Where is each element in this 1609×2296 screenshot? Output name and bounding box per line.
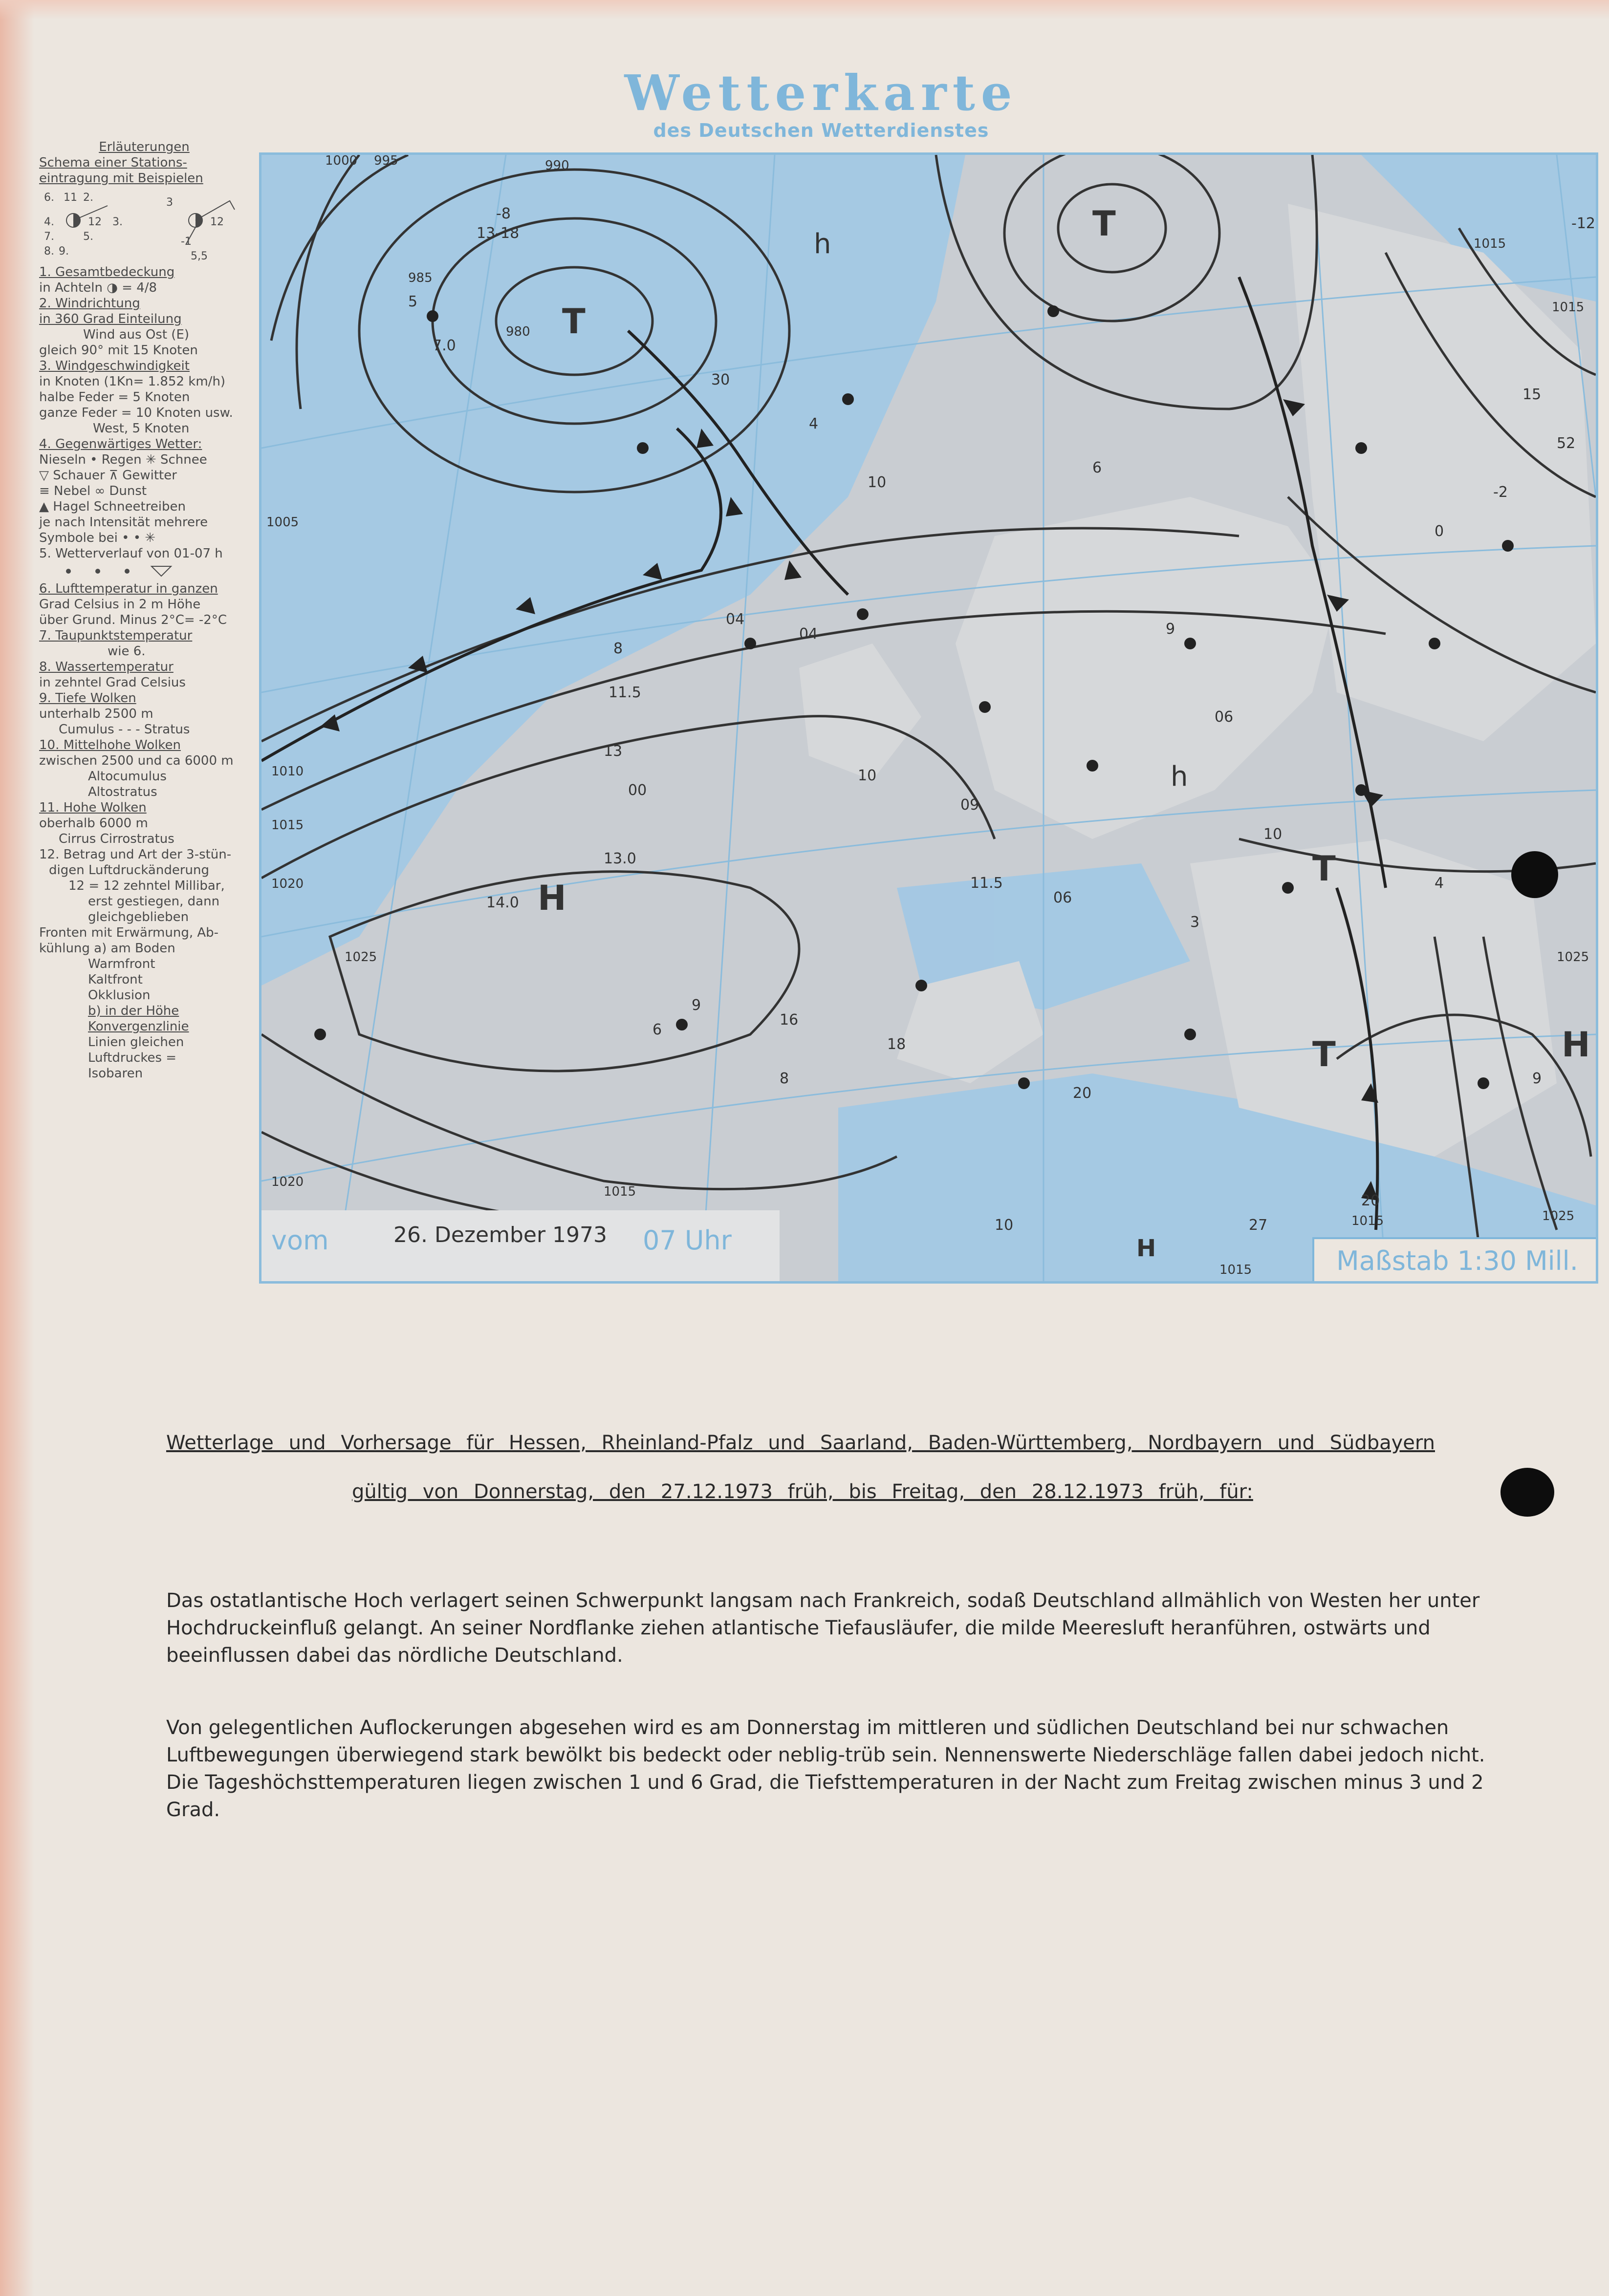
svg-text:18: 18 xyxy=(887,1036,906,1053)
svg-text:980: 980 xyxy=(506,324,530,339)
legend-line: in 360 Grad Einteilung xyxy=(39,312,182,326)
legend-panel xyxy=(39,139,249,1081)
svg-text:6.: 6. xyxy=(44,192,54,204)
low-pressure-center-label: T xyxy=(1312,1034,1336,1074)
legend-heading: Erläuterungen xyxy=(99,140,190,154)
paper-edge-tint xyxy=(0,0,34,2296)
legend-line: Okklusion xyxy=(88,988,151,1003)
svg-text:3.: 3. xyxy=(112,216,123,228)
map-scale: Maßstab 1:30 Mill. xyxy=(1312,1237,1598,1283)
legend-line: eintragung mit Beispielen xyxy=(39,171,203,186)
legend-line: Altostratus xyxy=(88,785,157,799)
svg-text:3: 3 xyxy=(166,196,173,209)
svg-text:04: 04 xyxy=(726,611,745,628)
legend-line: Luftdruckes = xyxy=(88,1051,177,1065)
punch-hole xyxy=(1511,851,1558,898)
low-pressure-center-label: h xyxy=(814,228,831,260)
svg-text:985: 985 xyxy=(408,271,433,285)
svg-text:16: 16 xyxy=(780,1011,799,1029)
svg-text:1000: 1000 xyxy=(325,155,358,168)
legend-line: 8. Wassertemperatur xyxy=(39,660,174,674)
legend-line: erst gestiegen, dann xyxy=(88,894,220,909)
svg-text:10: 10 xyxy=(868,474,887,491)
svg-text:7.0: 7.0 xyxy=(433,337,456,354)
svg-text:8.: 8. xyxy=(44,245,54,257)
legend-line: Altocumulus xyxy=(88,769,167,784)
station-schema-sample xyxy=(39,186,249,264)
legend-line: gleich 90° mit 15 Knoten xyxy=(39,343,198,358)
svg-text:5: 5 xyxy=(408,293,418,310)
legend-line: 9. Tiefe Wolken xyxy=(39,691,136,706)
svg-text:9.: 9. xyxy=(59,245,69,257)
svg-text:27: 27 xyxy=(1249,1217,1268,1234)
map-hour: 07 Uhr xyxy=(643,1225,732,1256)
svg-text:9: 9 xyxy=(692,997,701,1014)
legend-line: kühlung a) am Boden xyxy=(39,941,175,956)
high-pressure-center-label: H xyxy=(1136,1235,1156,1262)
svg-text:1020: 1020 xyxy=(271,1175,304,1189)
map-drawing xyxy=(261,155,1596,1281)
svg-text:3: 3 xyxy=(1190,914,1200,931)
legend-line: über Grund. Minus 2°C= -2°C xyxy=(39,613,227,627)
legend-line: Fronten mit Erwärmung, Ab- xyxy=(39,925,219,940)
legend-line: 3. Windgeschwindigkeit xyxy=(39,359,190,373)
legend-line: digen Luftdruckänderung xyxy=(49,863,209,878)
legend-line: Schema einer Stations- xyxy=(39,155,187,170)
svg-text:30: 30 xyxy=(711,371,730,388)
legend-line: 1. Gesamtbedeckung xyxy=(39,265,175,279)
low-pressure-center-label: T xyxy=(1092,204,1116,244)
legend-line: b) in der Höhe xyxy=(88,1004,179,1018)
legend-line: 11. Hohe Wolken xyxy=(39,800,147,815)
svg-text:06: 06 xyxy=(1215,708,1234,726)
svg-text:8: 8 xyxy=(613,640,623,657)
legend-line: Wind aus Ost (E) xyxy=(83,327,190,342)
legend-line: 12 = 12 zehntel Millibar, xyxy=(68,879,225,893)
svg-text:7.: 7. xyxy=(44,231,54,243)
svg-text:06: 06 xyxy=(1053,889,1072,906)
svg-text:5.: 5. xyxy=(83,231,93,243)
svg-text:14.0: 14.0 xyxy=(486,894,519,911)
svg-text:8: 8 xyxy=(780,1070,789,1087)
svg-text:20: 20 xyxy=(1073,1085,1092,1102)
legend-line: je nach Intensität mehrere xyxy=(39,515,208,530)
punch-hole xyxy=(1500,1468,1554,1517)
svg-text:5,5: 5,5 xyxy=(191,250,208,262)
forecast-validity: gültig von Donnerstag, den 27.12.1973 früh, bis Freitag, den 28.12.1973 früh, für: xyxy=(352,1481,1253,1503)
legend-line: West, 5 Knoten xyxy=(93,421,190,436)
low-pressure-center-label: T xyxy=(562,301,586,342)
legend-line: 6. Lufttemperatur in ganzen xyxy=(39,581,218,596)
forecast-heading: Wetterlage und Vorhersage für Hessen, Rheinland-Pfalz und Saarland, Baden-Württemberg, Nordbayern und Südbayern xyxy=(166,1432,1435,1454)
legend-line: in Achteln ◑ = 4/8 xyxy=(39,280,157,295)
svg-text:1015: 1015 xyxy=(271,818,304,833)
legend-line: halbe Feder = 5 Knoten xyxy=(39,390,190,405)
svg-text:11: 11 xyxy=(64,192,77,204)
page-subtitle: des Deutschen Wetterdienstes xyxy=(653,120,989,141)
legend-line: 4. Gegenwärtiges Wetter: xyxy=(39,437,202,451)
svg-text:00: 00 xyxy=(628,782,647,799)
svg-text:1015: 1015 xyxy=(1474,236,1506,251)
svg-text:1025: 1025 xyxy=(345,950,377,965)
svg-text:-1: -1 xyxy=(181,236,192,248)
legend-line: Nieseln • Regen ✳ Schnee xyxy=(39,452,207,467)
legend-line: Isobaren xyxy=(88,1066,143,1081)
legend-line: ▽ Schauer ⊼ Gewitter xyxy=(39,468,177,483)
legend-line: oberhalb 6000 m xyxy=(39,816,148,831)
svg-text:12: 12 xyxy=(88,216,102,228)
svg-text:09: 09 xyxy=(960,796,979,814)
legend-line: Cumulus - - - Stratus xyxy=(59,722,190,737)
svg-text:1005: 1005 xyxy=(266,515,299,530)
legend-line: unterhalb 2500 m xyxy=(39,707,153,721)
legend-line: wie 6. xyxy=(108,644,146,659)
legend-line: 5. Wetterverlauf von 01-07 h xyxy=(39,546,223,561)
svg-text:1015: 1015 xyxy=(604,1184,636,1199)
svg-text:1025: 1025 xyxy=(1542,1209,1575,1223)
svg-text:04: 04 xyxy=(799,625,818,643)
svg-text:9: 9 xyxy=(1532,1070,1542,1087)
svg-text:6: 6 xyxy=(1092,459,1102,476)
legend-line: Warmfront xyxy=(88,957,155,971)
svg-text:15: 15 xyxy=(1522,386,1542,403)
legend-line: Linien gleichen xyxy=(88,1035,184,1050)
legend-line: Cirrus Cirrostratus xyxy=(59,832,174,846)
page-title: Wetterkarte xyxy=(624,64,1018,122)
svg-text:1015: 1015 xyxy=(1219,1263,1252,1277)
svg-text:2.: 2. xyxy=(83,192,93,204)
legend-line: ≡ Nebel ∞ Dunst xyxy=(39,484,147,498)
weather-map xyxy=(259,152,1598,1284)
legend-line: 12. Betrag und Art der 3-stün- xyxy=(39,847,232,862)
high-pressure-center-label: H xyxy=(538,878,566,918)
svg-text:4: 4 xyxy=(809,415,819,432)
legend-line: ▲ Hagel Schneetreiben xyxy=(39,499,186,514)
svg-text:13: 13 xyxy=(604,743,623,760)
legend-line: Grad Celsius in 2 m Höhe xyxy=(39,597,201,612)
low-pressure-center-label: h xyxy=(1171,761,1188,793)
svg-text:1015: 1015 xyxy=(1351,1214,1384,1228)
svg-text:1010: 1010 xyxy=(271,764,304,779)
svg-text:12: 12 xyxy=(210,216,224,228)
legend-line: in zehntel Grad Celsius xyxy=(39,675,186,690)
legend-line: gleichgeblieben xyxy=(88,910,189,924)
weather-trend-symbols xyxy=(39,561,249,581)
svg-text:0: 0 xyxy=(1435,523,1444,540)
svg-text:4: 4 xyxy=(1435,875,1444,892)
svg-text:10: 10 xyxy=(995,1217,1014,1234)
svg-text:11.5: 11.5 xyxy=(970,875,1003,892)
svg-text:990: 990 xyxy=(545,158,569,173)
svg-text:1015: 1015 xyxy=(1552,300,1585,315)
legend-line: 7. Taupunktstemperatur xyxy=(39,628,193,643)
svg-text:-2: -2 xyxy=(1493,484,1508,501)
svg-text:6: 6 xyxy=(652,1021,662,1038)
svg-text:20: 20 xyxy=(1361,1192,1380,1209)
svg-text:10: 10 xyxy=(858,767,877,784)
svg-text:1020: 1020 xyxy=(271,877,304,891)
legend-line: 10. Mittelhohe Wolken xyxy=(39,738,181,752)
svg-text:-12: -12 xyxy=(1571,215,1595,232)
svg-text:52: 52 xyxy=(1557,435,1576,452)
vom-label: vom xyxy=(271,1225,329,1256)
legend-line: ganze Feder = 10 Knoten usw. xyxy=(39,406,233,420)
forecast-paragraph-2: Von gelegentlichen Auflockerungen abgesehen wird es am Donnerstag im mittleren und südlichen Deutschland bei nur schwachen Luftbewegungen überwiegend stark bewölkt bis bedeckt oder neblig-trüb sein. Nennenswerte Niederschläge fallen dabei jedoch nicht. Die Tageshöchsttemperaturen liegen zwischen 1 und 6 Grad, die Tiefsttemperaturen in der Nacht zum Freitag zwischen minus 3 und 2 Grad. xyxy=(166,1717,1485,1821)
map-date: 26. Dezember 1973 xyxy=(393,1223,607,1247)
paper-top-tint xyxy=(0,0,1609,20)
legend-line: Konvergenzlinie xyxy=(88,1019,189,1034)
svg-text:9: 9 xyxy=(1166,621,1175,638)
legend-line: Symbole bei • • ✳ xyxy=(39,531,156,545)
legend-line: zwischen 2500 und ca 6000 m xyxy=(39,753,234,768)
forecast-paragraph-1: Das ostatlantische Hoch verlagert seinen Schwerpunkt langsam nach Frankreich, sodaß Deutschland allmählich von Westen her unter Hochdruckeinfluß gelangt. An seiner Nordflanke ziehen atlantische Tiefausläufer, die milde Meeresluft heranführen, ostwärts und beeinflussen dabei das nördliche Deutschland. xyxy=(166,1589,1480,1667)
high-pressure-center-label: H xyxy=(1562,1025,1590,1065)
legend-line: Kaltfront xyxy=(88,972,143,987)
svg-text:995: 995 xyxy=(374,155,398,168)
low-pressure-center-label: T xyxy=(1312,849,1336,889)
svg-text:13-18: 13-18 xyxy=(477,225,520,242)
svg-text:11.5: 11.5 xyxy=(609,684,641,701)
svg-text:4.: 4. xyxy=(44,216,54,228)
svg-text:-8: -8 xyxy=(496,205,511,222)
svg-text:13.0: 13.0 xyxy=(604,850,636,867)
land-areas xyxy=(799,204,1596,1157)
legend-line: 2. Windrichtung xyxy=(39,296,140,311)
legend-line: in Knoten (1Kn= 1.852 km/h) xyxy=(39,374,226,389)
svg-text:1025: 1025 xyxy=(1557,950,1589,965)
svg-text:10: 10 xyxy=(1263,826,1283,843)
